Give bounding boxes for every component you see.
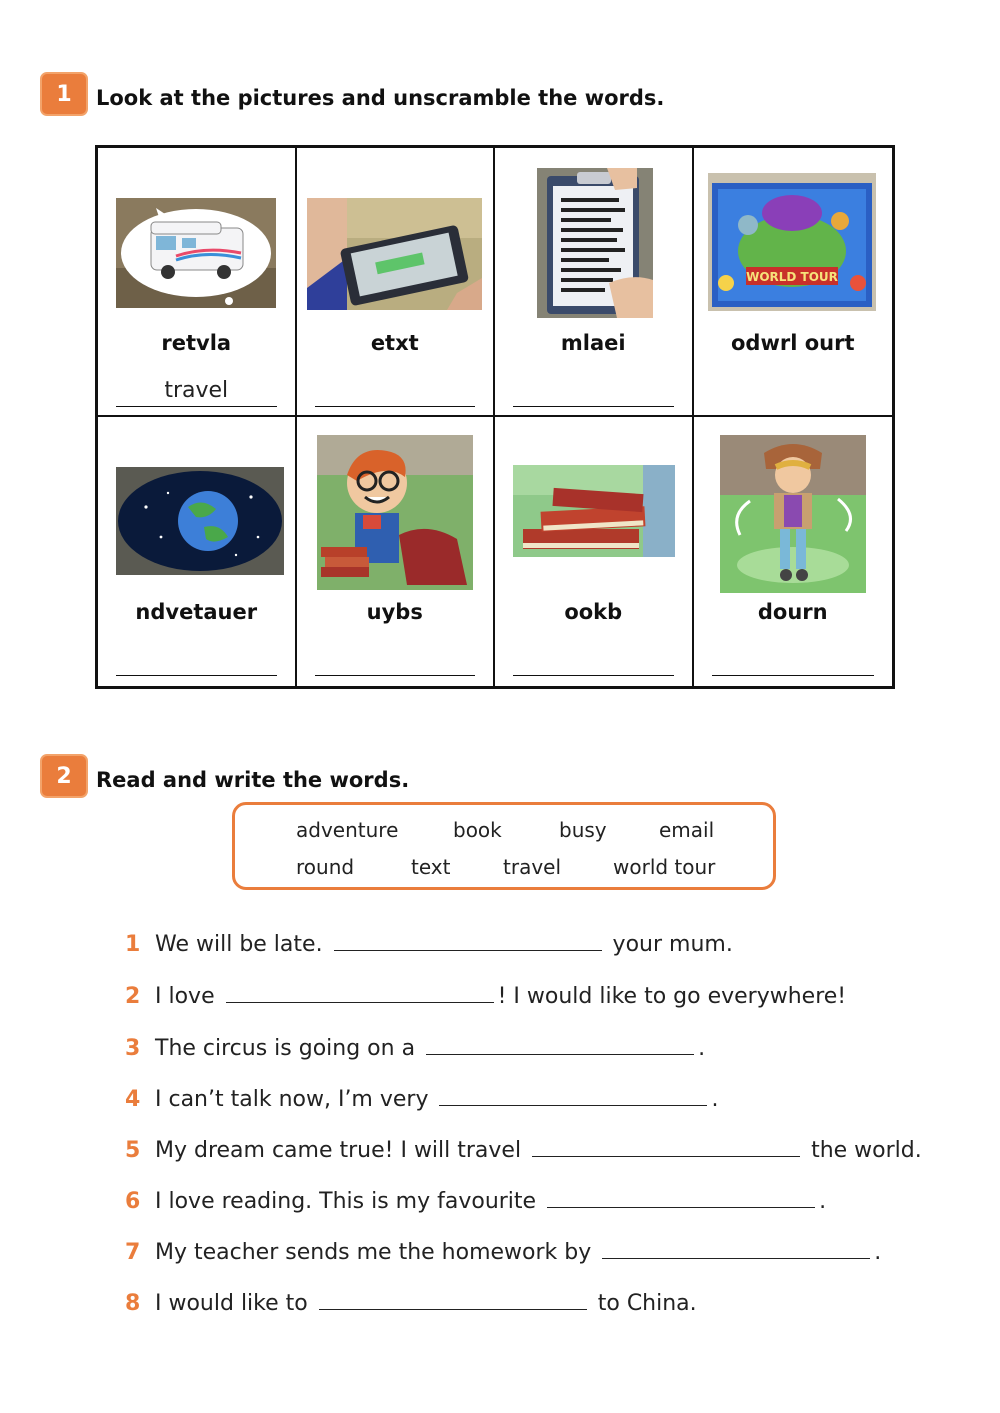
card-travel [98,148,297,417]
sentence-5 [125,1136,922,1163]
card-book [495,417,694,686]
word-bank-item: world tour [613,855,716,879]
sentence-number: 6 [125,1189,141,1214]
answer-field[interactable] [712,645,875,676]
sentence-end: . [874,1240,882,1265]
fill-in-blank[interactable] [334,930,602,951]
card-email [495,148,694,417]
word-bank-item: email [659,818,715,842]
scrambled-word: dourn [757,600,828,624]
svg-text:WORLD TOUR: WORLD TOUR [745,270,838,284]
sentence-end: the world. [804,1138,922,1163]
sentence-4 [125,1085,718,1112]
boy-with-books-image [317,435,473,590]
sentence-start: I love reading. This is my favourite [155,1189,544,1214]
sentence-end: ! I would like to go everywhere! [497,984,847,1009]
word-bank-item: round [296,855,355,879]
books-image [513,465,675,557]
fill-in-blank[interactable] [319,1289,587,1310]
tablet-image [307,198,482,310]
scrambled-word: etxt [370,331,419,355]
scrambled-word: uybs [366,600,423,624]
sentence-number: 8 [125,1291,141,1316]
scrambled-word: retvla [161,331,232,355]
fill-in-blank[interactable] [547,1187,815,1208]
card-busy [297,417,496,686]
sentence-8 [125,1289,697,1316]
sentence-number: 1 [125,932,141,957]
section-2-badge: 2 [40,754,88,798]
answer-field[interactable] [315,376,476,407]
word-bank-item: adventure [296,818,399,842]
sentence-end: . [698,1036,706,1061]
section-1-title: Look at the pictures and unscramble the words. [96,86,665,110]
sentence-end: to China. [590,1291,697,1316]
fill-in-blank[interactable] [532,1136,800,1157]
answer-field[interactable] [315,645,476,676]
answer-field[interactable] [513,376,674,407]
answer-field[interactable]: travel [116,376,277,407]
sentence-number: 4 [125,1087,141,1112]
word-bank-item: busy [559,818,607,842]
girl-spinning-image [720,435,866,593]
sentence-start: We will be late. [155,932,330,957]
word-bank [232,802,776,890]
card-text [297,148,496,417]
answer-field[interactable] [712,376,875,406]
sentence-3 [125,1034,705,1061]
word-bank-item: book [453,818,502,842]
answer-field[interactable] [513,645,674,676]
sentence-2 [125,982,846,1009]
sentence-number: 7 [125,1240,141,1265]
sentence-end: your mum. [605,932,733,957]
sentence-start: I would like to [155,1291,315,1316]
sentence-1 [125,930,733,957]
scrambled-word: ookb [564,600,623,624]
sentence-start: I love [155,984,222,1009]
sentence-number: 5 [125,1138,141,1163]
card-round [694,417,893,686]
sentence-end: . [819,1189,827,1214]
sentence-start: I can’t talk now, I’m very [155,1087,436,1112]
card-world-tour [694,148,893,417]
picture-grid [95,145,895,689]
world-tour-poster-image [708,173,876,311]
card-adventure [98,417,297,686]
fill-in-blank[interactable] [439,1085,707,1106]
answer-field[interactable] [116,645,277,676]
sentence-end: . [711,1087,719,1112]
camper-van-image [116,198,276,308]
scrambled-word: odwrl ourt [731,331,855,355]
sentence-6 [125,1187,826,1214]
sentence-7 [125,1238,881,1265]
sentence-start: The circus is going on a [155,1036,423,1061]
section-1-badge: 1 [40,72,88,116]
earth-image [116,467,284,575]
sentence-number: 3 [125,1036,141,1061]
sentence-number: 2 [125,984,141,1009]
fill-in-blank[interactable] [226,982,494,1003]
word-bank-item: travel [503,855,562,879]
fill-in-blank[interactable] [602,1238,870,1259]
sentence-start: My teacher sends me the homework by [155,1240,599,1265]
section-2-title: Read and write the words. [96,768,410,792]
scrambled-word: mlaei [560,331,626,355]
word-bank-item: text [411,855,451,879]
clipboard-image [537,168,653,318]
sentence-start: My dream came true! I will travel [155,1138,529,1163]
fill-in-blank[interactable] [426,1034,694,1055]
scrambled-word: ndvetauer [135,600,258,624]
